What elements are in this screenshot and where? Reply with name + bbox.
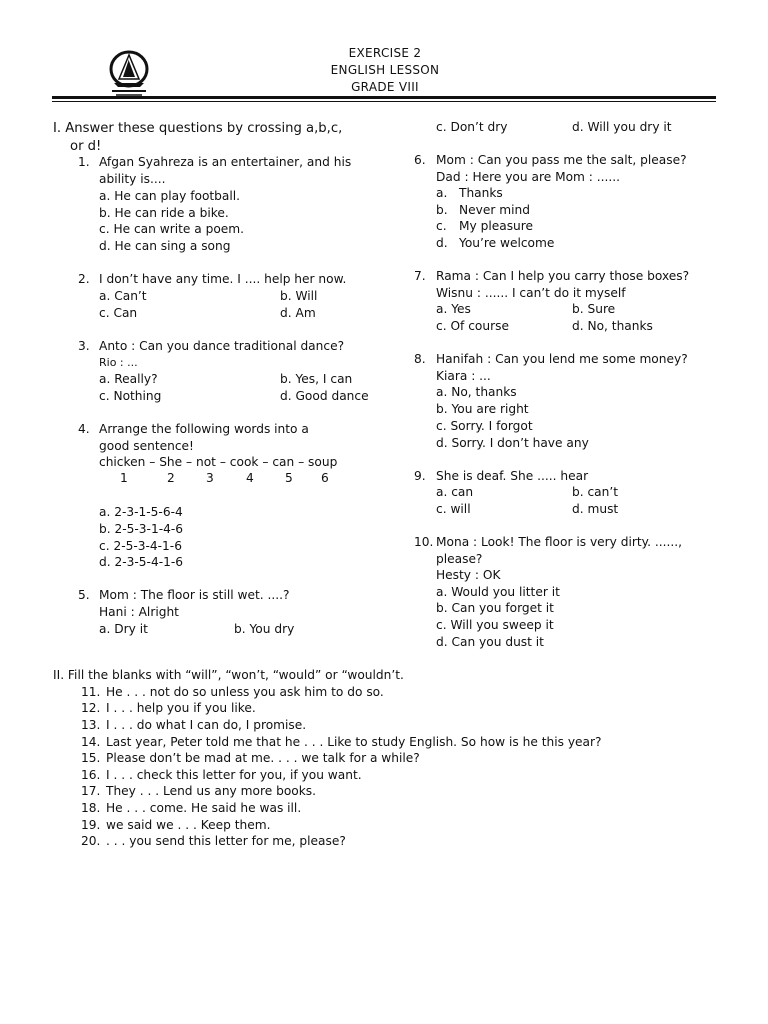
q1-number: 1.	[78, 155, 90, 169]
q7-option-b: b. Sure	[572, 302, 616, 316]
q7-option-c: c. Of course	[436, 319, 509, 333]
q7-option-d: d. No, thanks	[572, 319, 653, 333]
lesson-title: ENGLISH LESSON	[330, 63, 440, 77]
q3-option-a: a. Really?	[99, 372, 158, 386]
fill-blank-item: I . . . do what I can do, I promise.	[106, 718, 307, 732]
header-rule-thin	[52, 101, 716, 102]
header-rule-thick	[52, 96, 716, 99]
q4-digit-6: 6	[321, 471, 329, 485]
q4-option-c: c. 2-5-3-4-1-6	[99, 539, 182, 553]
q3-option-b: b. Yes, I can	[280, 372, 353, 386]
q8-number: 8.	[414, 352, 426, 366]
q3-option-c: c. Nothing	[99, 389, 162, 403]
q5-number: 5.	[78, 588, 90, 602]
fill-blank-item: I . . . help you if you like.	[106, 701, 256, 715]
q3-text-2: Rio : ...	[99, 356, 138, 369]
q5-text-2: Hani : Alright	[99, 605, 179, 619]
fill-blank-item: I . . . check this letter for you, if you want.	[106, 768, 362, 782]
school-logo-icon	[104, 47, 154, 97]
q6-option-d: You’re welcome	[459, 236, 555, 250]
section-1-title-cont: or d!	[70, 139, 102, 154]
q4-option-d: d. 2-3-5-4-1-6	[99, 555, 183, 569]
q2-option-a: a. Can’t	[99, 289, 147, 303]
section-1-title: I. Answer these questions by crossing a,b,c,	[53, 121, 343, 136]
item-number: 17.	[81, 784, 101, 798]
item-number: 16.	[81, 768, 101, 782]
q10-option-b: b. Can you forget it	[436, 601, 554, 615]
q8-text-2: Kiara : ...	[436, 369, 491, 383]
q2-option-c: c. Can	[99, 306, 138, 320]
q6-option-b: Never mind	[459, 203, 530, 217]
q6-option-d-letter: d.	[436, 236, 448, 250]
q6-option-b-letter: b.	[436, 203, 448, 217]
q2-number: 2.	[78, 272, 90, 286]
q6-option-c-letter: c.	[436, 219, 447, 233]
q3-text: Anto : Can you dance traditional dance?	[99, 339, 345, 353]
q9-option-d: d. must	[572, 502, 619, 516]
q2-option-d: d. Am	[280, 306, 316, 320]
q10-number: 10.	[414, 535, 434, 549]
q3-option-d: d. Good dance	[280, 389, 369, 403]
q4-words: chicken – She – not – cook – can – soup	[99, 455, 338, 469]
q1-text: Afgan Syahreza is an entertainer, and his	[99, 155, 352, 169]
q7-text: Rama : Can I help you carry those boxes?	[436, 269, 690, 283]
q3-number: 3.	[78, 339, 90, 353]
q8-option-c: c. Sorry. I forgot	[436, 419, 533, 433]
q6-text: Mom : Can you pass me the salt, please?	[436, 153, 687, 167]
q5-option-c: c. Don’t dry	[436, 120, 508, 134]
q5-option-a: a. Dry it	[99, 622, 148, 636]
q2-option-b: b. Will	[280, 289, 318, 303]
q6-option-a: Thanks	[459, 186, 503, 200]
q10-text-2: please?	[436, 552, 483, 566]
q7-text-2: Wisnu : ...... I can’t do it myself	[436, 286, 626, 300]
q6-option-a-letter: a.	[436, 186, 448, 200]
item-number: 19.	[81, 818, 101, 832]
q8-option-b: b. You are right	[436, 402, 529, 416]
item-number: 12.	[81, 701, 101, 715]
item-number: 13.	[81, 718, 101, 732]
item-number: 20.	[81, 834, 101, 848]
q8-text: Hanifah : Can you lend me some money?	[436, 352, 688, 366]
q6-number: 6.	[414, 153, 426, 167]
q10-text-3: Hesty : OK	[436, 568, 501, 582]
q5-option-d: d. Will you dry it	[572, 120, 672, 134]
fill-blank-item: we said we . . . Keep them.	[106, 818, 271, 832]
grade-title: GRADE VIII	[351, 80, 419, 94]
exercise-title: EXERCISE 2	[348, 46, 422, 60]
q6-text-2: Dad : Here you are Mom : ......	[436, 170, 621, 184]
q9-option-c: c. will	[436, 502, 471, 516]
q5-option-b: b. You dry	[234, 622, 295, 636]
q1-text-2: ability is....	[99, 172, 166, 186]
fill-blank-item: . . . you send this letter for me, please?	[106, 834, 346, 848]
fill-blank-item: He . . . come. He said he was ill.	[106, 801, 302, 815]
q10-option-a: a. Would you litter it	[436, 585, 560, 599]
q1-option-d: d. He can sing a song	[99, 239, 231, 253]
q10-option-d: d. Can you dust it	[436, 635, 544, 649]
item-number: 14.	[81, 735, 101, 749]
q4-number: 4.	[78, 422, 90, 436]
q10-option-c: c. Will you sweep it	[436, 618, 554, 632]
q4-text: Arrange the following words into a	[99, 422, 309, 436]
q4-digit-3: 3	[206, 471, 214, 485]
q4-option-b: b. 2-5-3-1-4-6	[99, 522, 183, 536]
q7-option-a: a. Yes	[436, 302, 471, 316]
fill-blank-item: He . . . not do so unless you ask him to do so.	[106, 685, 384, 699]
q4-digit-1: 1	[120, 471, 128, 485]
q8-option-a: a. No, thanks	[436, 385, 517, 399]
q1-option-b: b. He can ride a bike.	[99, 206, 229, 220]
q5-text: Mom : The floor is still wet. ....?	[99, 588, 290, 602]
q8-option-d: d. Sorry. I don’t have any	[436, 436, 589, 450]
q9-option-a: a. can	[436, 485, 474, 499]
q6-option-c: My pleasure	[459, 219, 534, 233]
item-number: 11.	[81, 685, 101, 699]
q1-option-c: c. He can write a poem.	[99, 222, 245, 236]
q1-option-a: a. He can play football.	[99, 189, 241, 203]
item-number: 15.	[81, 751, 101, 765]
fill-blank-item: Please don’t be mad at me. . . . we talk for a while?	[106, 751, 420, 765]
section-2-title: II. Fill the blanks with “will”, “won’t, “would” or “wouldn’t.	[53, 668, 404, 682]
q9-number: 9.	[414, 469, 426, 483]
q4-digit-2: 2	[167, 471, 175, 485]
q4-digit-4: 4	[246, 471, 254, 485]
item-number: 18.	[81, 801, 101, 815]
q4-option-a: a. 2-3-1-5-6-4	[99, 505, 183, 519]
fill-blank-item: They . . . Lend us any more books.	[106, 784, 317, 798]
q4-digit-5: 5	[285, 471, 293, 485]
q10-text: Mona : Look! The floor is very dirty. ......,	[436, 535, 683, 549]
q9-option-b: b. can’t	[572, 485, 619, 499]
q4-text-2: good sentence!	[99, 439, 194, 453]
q9-text: She is deaf. She ..... hear	[436, 469, 589, 483]
q7-number: 7.	[414, 269, 426, 283]
fill-blank-item: Last year, Peter told me that he . . . Like to study English. So how is he this year?	[106, 735, 602, 749]
q2-text: I don’t have any time. I .... help her now.	[99, 272, 347, 286]
